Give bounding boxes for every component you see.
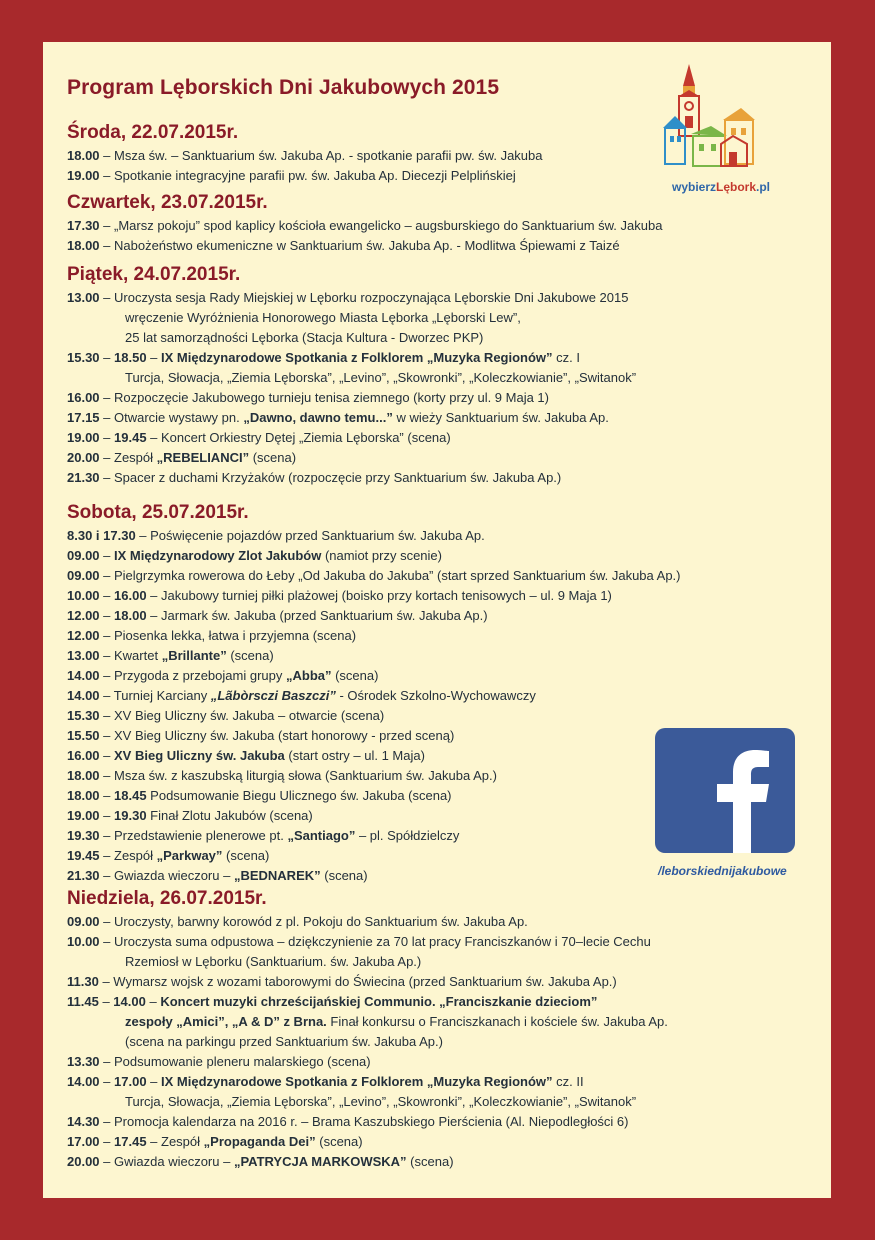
schedule-row: [67, 216, 662, 236]
event-text: Finał Zlotu Jakubów (scena): [146, 808, 313, 823]
schedule-row: [67, 166, 543, 186]
day-section: [67, 262, 636, 488]
event-text: (namiot przy scenie): [321, 548, 442, 563]
schedule-row: [67, 646, 681, 666]
event-highlight: „Brillante”: [161, 648, 227, 663]
event-text: – Wymarsz wojsk z wozami taborowymi do Świecina (przed Sanktuarium św. Jakuba Ap.): [98, 974, 617, 989]
schedule-row: [67, 706, 681, 726]
wybierz-lebork-logo[interactable]: [661, 64, 779, 194]
event-end-time: 17.00: [114, 1074, 147, 1089]
event-time: 19.00: [67, 808, 100, 823]
event-time: 19.30: [67, 828, 100, 843]
event-highlight: „Abba”: [285, 668, 332, 683]
event-text: – Uroczysta suma odpustowa – dziękczynienie za 70 lat pracy Franciszkanów i 70–lecie Cechu: [99, 934, 651, 949]
event-highlight: IX Międzynarodowe Spotkania z Folklorem „Muzyka Regionów”: [161, 350, 553, 365]
event-text: – Zespół: [146, 1134, 204, 1149]
town-icon: [661, 64, 779, 180]
event-text: – Spacer z duchami Krzyżaków (rozpoczęcie przy Sanktuarium św. Jakuba Ap.): [99, 470, 562, 485]
event-time: 21.30: [67, 868, 100, 883]
event-time: 11.45: [67, 994, 99, 1009]
schedule-row: [67, 1072, 668, 1092]
poster-panel: [43, 42, 831, 1198]
day-heading: Sobota, 25.07.2015r.: [67, 502, 249, 523]
event-text: –: [99, 588, 115, 603]
event-highlight: IX Międzynarodowe Spotkania z Folklorem „Muzyka Regionów”: [161, 1074, 553, 1089]
event-time: 09.00: [67, 548, 100, 563]
schedule-row: [67, 606, 681, 626]
schedule-row: [67, 686, 681, 706]
schedule-row: [67, 566, 681, 586]
event-highlight: „PATRYCJA MARKOWSKA”: [233, 1154, 407, 1169]
schedule-row: [67, 766, 681, 786]
event-text: – Pielgrzymka rowerowa do Łeby „Od Jakuba do Jakuba” (start sprzed Sanktuarium św. Jakuba Ap.): [99, 568, 681, 583]
schedule-row: [67, 1012, 668, 1032]
schedule-row: [67, 328, 636, 348]
day-heading: Niedziela, 26.07.2015r.: [67, 888, 267, 909]
event-text: – Gwiazda wieczoru –: [99, 868, 234, 883]
event-time: 10.00: [67, 934, 100, 949]
event-time: 13.00: [67, 290, 100, 305]
event-time: 20.00: [67, 450, 100, 465]
event-text: Turcja, Słowacja, „Ziemia Lęborska”, „Levino”, „Skowronki”, „Koleczkowianie”, „Switanok”: [125, 370, 637, 385]
day-section: [67, 190, 662, 256]
event-highlight: IX Międzynarodowy Zlot Jakubów: [114, 548, 322, 563]
event-time: 14.00: [67, 1074, 100, 1089]
event-time: 10.00: [67, 588, 100, 603]
event-time: 13.00: [67, 648, 100, 663]
event-text: –: [99, 1074, 115, 1089]
event-text: - Ośrodek Szkolno-Wychowawczy: [335, 688, 536, 703]
schedule-row: [67, 308, 636, 328]
event-highlight: „Santiago”: [287, 828, 356, 843]
event-time: 14.00: [67, 688, 100, 703]
schedule-row: [67, 368, 636, 388]
event-time: 12.00: [67, 628, 100, 643]
event-text: – pl. Spółdzielczy: [355, 828, 460, 843]
schedule-row: [67, 826, 681, 846]
event-text: – Jarmark św. Jakuba (przed Sanktuarium św. Jakuba Ap.): [146, 608, 488, 623]
event-text: – Przedstawienie plenerowe pt.: [99, 828, 288, 843]
event-text: (scena): [222, 848, 270, 863]
event-highlight: Koncert muzyki chrześcijańskiej Communio. „Franciszkanie dzieciom”: [160, 994, 598, 1009]
event-highlight: „REBELIANCI”: [156, 450, 250, 465]
schedule-row: [67, 586, 681, 606]
event-text: – Kwartet: [99, 648, 162, 663]
event-text: – Uroczysta sesja Rady Miejskiej w Lęborku rozpoczynająca Lęborskie Dni Jakubowe 2015: [99, 290, 629, 305]
event-text: w wieży Sanktuarium św. Jakuba Ap.: [392, 410, 609, 425]
logo-text: wybierzLębork.pl: [671, 180, 771, 194]
event-highlight: „Propaganda Dei”: [203, 1134, 316, 1149]
day-section: [67, 886, 668, 1172]
schedule-row: [67, 992, 668, 1012]
event-time: 18.00: [67, 788, 100, 803]
event-highlight: „Dawno, dawno temu...”: [243, 410, 393, 425]
event-text: – Promocja kalendarza na 2016 r. – Brama Kaszubskiego Pierścienia (Al. Niepodległości 6): [99, 1114, 629, 1129]
schedule-row: [67, 388, 636, 408]
schedule-row: [67, 1092, 668, 1112]
event-text: (scena): [331, 668, 379, 683]
schedule-row: [67, 626, 681, 646]
schedule-row: [67, 546, 681, 566]
event-text: – Nabożeństwo ekumeniczne w Sanktuarium św. Jakuba Ap. - Modlitwa Śpiewami z Taizé: [99, 238, 620, 253]
event-text: – Rozpoczęcie Jakubowego turnieju tenisa ziemnego (korty przy ul. 9 Maja 1): [99, 390, 549, 405]
event-text: – Jakubowy turniej piłki plażowej (boisko przy kortach tenisowych – ul. 9 Maja 1): [146, 588, 612, 603]
schedule-row: [67, 288, 636, 308]
event-text: –: [99, 548, 115, 563]
event-highlight: „BEDNAREK”: [233, 868, 321, 883]
event-text: –: [99, 608, 115, 623]
event-highlight: XV Bieg Uliczny św. Jakuba: [114, 748, 285, 763]
event-time: 18.00: [67, 148, 100, 163]
event-time: 19.45: [67, 848, 100, 863]
event-end-time: 18.50: [114, 350, 147, 365]
event-text: (scena na parkingu przed Sanktuarium św. Jakuba Ap.): [125, 1034, 443, 1049]
schedule-row: [67, 448, 636, 468]
event-text: (scena): [406, 1154, 454, 1169]
page-title: Program Lęborskich Dni Jakubowych 2015: [67, 76, 500, 99]
event-end-time: 18.00: [114, 608, 147, 623]
event-text: (scena): [320, 868, 368, 883]
schedule-row: [67, 348, 636, 368]
event-text: –: [146, 350, 162, 365]
event-time: 19.00: [67, 430, 100, 445]
event-time: 15.30: [67, 708, 100, 723]
event-time: 12.00: [67, 608, 100, 623]
event-time: 17.15: [67, 410, 100, 425]
schedule-row: [67, 786, 681, 806]
event-end-time: 19.45: [114, 430, 147, 445]
schedule-row: [67, 1112, 668, 1132]
day-heading: Czwartek, 23.07.2015r.: [67, 192, 268, 213]
event-text: – Gwiazda wieczoru –: [99, 1154, 234, 1169]
event-text: – Turniej Karciany: [99, 688, 211, 703]
event-time: 17.30: [67, 218, 100, 233]
event-time: 19.00: [67, 168, 100, 183]
event-text: cz. II: [552, 1074, 584, 1089]
event-text: Turcja, Słowacja, „Ziemia Lęborska”, „Levino”, „Skowronki”, „Koleczkowianie”, „Switanok”: [125, 1094, 637, 1109]
schedule-row: [67, 666, 681, 686]
event-text: –: [99, 788, 115, 803]
schedule-row: [67, 146, 543, 166]
schedule-row: [67, 1152, 668, 1172]
event-time: 17.00: [67, 1134, 100, 1149]
schedule-row: [67, 846, 681, 866]
event-end-time: 16.00: [114, 588, 147, 603]
schedule-row: [67, 806, 681, 826]
event-text: 25 lat samorządności Lęborka (Stacja Kultura - Dworzec PKP): [125, 330, 484, 345]
event-text: – Poświęcenie pojazdów przed Sanktuarium św. Jakuba Ap.: [135, 528, 485, 543]
event-text: – Uroczysty, barwny korowód z pl. Pokoju do Sanktuarium św. Jakuba Ap.: [99, 914, 528, 929]
event-time: 09.00: [67, 914, 100, 929]
event-text: – XV Bieg Uliczny św. Jakuba – otwarcie (scena): [99, 708, 385, 723]
event-text: cz. I: [552, 350, 580, 365]
schedule-row: [67, 932, 668, 952]
event-time: 14.30: [67, 1114, 100, 1129]
schedule-row: [67, 726, 681, 746]
event-time: 18.00: [67, 768, 100, 783]
schedule-row: [67, 912, 668, 932]
facebook-handle[interactable]: /leborskiednijakubowe: [658, 864, 787, 878]
event-text: (scena): [315, 1134, 363, 1149]
event-text: –: [146, 1074, 162, 1089]
schedule-row: [67, 1132, 668, 1152]
schedule-row: [67, 952, 668, 972]
event-highlight: „Lãbòrsczi Baszczi”: [210, 688, 336, 703]
schedule-row: [67, 428, 636, 448]
event-time: 16.00: [67, 390, 100, 405]
event-end-time: 19.30: [114, 808, 147, 823]
event-highlight: „Parkway”: [156, 848, 223, 863]
event-text: – Zespół: [99, 450, 157, 465]
event-end-time: 14.00: [113, 994, 146, 1009]
schedule-row: [67, 408, 636, 428]
event-time: 18.00: [67, 238, 100, 253]
schedule-row: [67, 1032, 668, 1052]
schedule-row: [67, 468, 636, 488]
event-text: Podsumowanie Biegu Ulicznego św. Jakuba (scena): [146, 788, 452, 803]
event-text: (start ostry – ul. 1 Maja): [284, 748, 425, 763]
event-text: – Zespół: [99, 848, 157, 863]
schedule-row: [67, 1052, 668, 1072]
event-text: – Msza św. z kaszubską liturgią słowa (Sanktuarium św. Jakuba Ap.): [99, 768, 497, 783]
event-text: –: [99, 748, 115, 763]
day-heading: Środa, 22.07.2015r.: [67, 122, 239, 143]
event-time: 11.30: [67, 974, 99, 989]
event-time: 15.50: [67, 728, 100, 743]
event-text: – XV Bieg Uliczny św. Jakuba (start honorowy - przed sceną): [99, 728, 455, 743]
schedule-row: [67, 972, 668, 992]
event-text: – Koncert Orkiestry Dętej „Ziemia Lęborska” (scena): [146, 430, 451, 445]
event-time: 13.30: [67, 1054, 100, 1069]
event-highlight: zespoły „Amici”, „A & D” z Brna.: [125, 1014, 327, 1029]
schedule-row: [67, 746, 681, 766]
event-end-time: 17.45: [114, 1134, 147, 1149]
event-text: – Przygoda z przebojami grupy: [99, 668, 286, 683]
event-text: – Piosenka lekka, łatwa i przyjemna (scena): [99, 628, 357, 643]
schedule-row: [67, 526, 681, 546]
event-text: –: [145, 994, 161, 1009]
event-text: – Podsumowanie pleneru malarskiego (scena): [99, 1054, 371, 1069]
schedule-row: [67, 236, 662, 256]
event-text: (scena): [226, 648, 274, 663]
event-text: Finał konkursu o Franciszkanach i kościele św. Jakuba Ap.: [326, 1014, 668, 1029]
event-text: –: [99, 808, 115, 823]
event-text: –: [98, 994, 114, 1009]
event-text: – Msza św. – Sanktuarium św. Jakuba Ap. - spotkanie parafii pw. św. Jakuba: [99, 148, 543, 163]
event-text: –: [99, 1134, 115, 1149]
day-section: [67, 500, 681, 886]
day-section: [67, 120, 543, 186]
event-text: (scena): [249, 450, 297, 465]
event-time: 20.00: [67, 1154, 100, 1169]
day-heading: Piątek, 24.07.2015r.: [67, 264, 241, 285]
event-time: 09.00: [67, 568, 100, 583]
event-text: – Otwarcie wystawy pn.: [99, 410, 244, 425]
event-time: 15.30: [67, 350, 100, 365]
event-text: – „Marsz pokoju” spod kaplicy kościoła ewangelicko – augsburskiego do Sanktuarium św. Jakuba: [99, 218, 663, 233]
event-time: 21.30: [67, 470, 100, 485]
schedule-row: [67, 866, 681, 886]
event-text: wręczenie Wyróżnienia Honorowego Miasta Lęborka „Lęborski Lew”,: [125, 310, 521, 325]
event-text: –: [99, 430, 115, 445]
event-text: Rzemiosł w Lęborku (Sanktuarium. św. Jakuba Ap.): [125, 954, 422, 969]
event-end-time: 18.45: [114, 788, 147, 803]
event-time: 8.30 i 17.30: [67, 528, 136, 543]
event-text: –: [99, 350, 115, 365]
event-time: 16.00: [67, 748, 100, 763]
event-text: – Spotkanie integracyjne parafii pw. św. Jakuba Ap. Diecezji Pelplińskiej: [99, 168, 516, 183]
event-time: 14.00: [67, 668, 100, 683]
